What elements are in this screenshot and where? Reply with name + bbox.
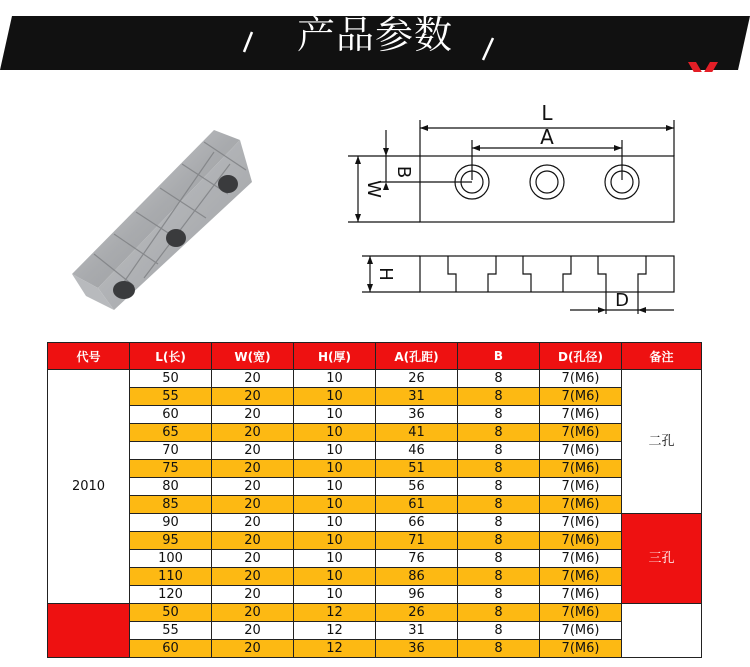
table-cell: 8 bbox=[458, 568, 540, 586]
dim-label-a: A bbox=[540, 125, 554, 149]
table-cell: 12 bbox=[294, 604, 376, 622]
table-cell: 7(M6) bbox=[540, 370, 622, 388]
table-cell: 7(M6) bbox=[540, 442, 622, 460]
table-cell: 96 bbox=[376, 586, 458, 604]
dim-label-h: H bbox=[375, 267, 396, 281]
table-cell: 80 bbox=[130, 478, 212, 496]
table-cell: 120 bbox=[130, 586, 212, 604]
table-cell: 20 bbox=[212, 568, 294, 586]
table-cell: 20 bbox=[212, 370, 294, 388]
table-cell: 8 bbox=[458, 478, 540, 496]
table-row bbox=[48, 514, 702, 532]
table-row bbox=[48, 640, 702, 658]
table-row bbox=[48, 424, 702, 442]
table-cell: 7(M6) bbox=[540, 514, 622, 532]
spec-table-body bbox=[48, 370, 702, 658]
table-cell: 7(M6) bbox=[540, 406, 622, 424]
table-cell: 10 bbox=[294, 496, 376, 514]
table-cell: 10 bbox=[294, 460, 376, 478]
product-photo bbox=[64, 126, 264, 322]
table-cell: 60 bbox=[130, 640, 212, 658]
table-cell: 36 bbox=[376, 640, 458, 658]
table-cell: 41 bbox=[376, 424, 458, 442]
table-row bbox=[48, 388, 702, 406]
table-cell: 10 bbox=[294, 442, 376, 460]
table-cell: 75 bbox=[130, 460, 212, 478]
note-cell-next bbox=[622, 604, 702, 658]
table-cell: 7(M6) bbox=[540, 388, 622, 406]
table-cell: 8 bbox=[458, 640, 540, 658]
table-cell: 8 bbox=[458, 460, 540, 478]
table-cell: 8 bbox=[458, 406, 540, 424]
spec-table bbox=[47, 342, 702, 658]
table-row bbox=[48, 550, 702, 568]
note-cell-three-holes: 三孔 bbox=[622, 514, 702, 604]
table-cell: 12 bbox=[294, 622, 376, 640]
table-cell: 86 bbox=[376, 568, 458, 586]
col-header: 备注 bbox=[622, 343, 702, 370]
table-cell: 8 bbox=[458, 586, 540, 604]
table-cell: 10 bbox=[294, 478, 376, 496]
table-cell: 110 bbox=[130, 568, 212, 586]
table-cell: 20 bbox=[212, 586, 294, 604]
table-cell: 10 bbox=[294, 550, 376, 568]
table-row bbox=[48, 460, 702, 478]
code-cell: 2010 bbox=[48, 370, 130, 604]
table-cell: 31 bbox=[376, 622, 458, 640]
code-cell-next bbox=[48, 604, 130, 658]
table-row bbox=[48, 370, 702, 388]
table-cell: 10 bbox=[294, 514, 376, 532]
dim-label-d: D bbox=[615, 290, 629, 311]
header-banner bbox=[0, 0, 750, 72]
table-cell: 20 bbox=[212, 640, 294, 658]
table-cell: 50 bbox=[130, 604, 212, 622]
table-cell: 7(M6) bbox=[540, 550, 622, 568]
table-cell: 20 bbox=[212, 622, 294, 640]
table-cell: 36 bbox=[376, 406, 458, 424]
table-cell: 7(M6) bbox=[540, 496, 622, 514]
dim-label-l: L bbox=[541, 101, 553, 125]
page-title: 产品参数 bbox=[296, 13, 453, 57]
table-cell: 7(M6) bbox=[540, 532, 622, 550]
table-cell: 8 bbox=[458, 550, 540, 568]
table-cell: 26 bbox=[376, 370, 458, 388]
table-cell: 85 bbox=[130, 496, 212, 514]
table-cell: 8 bbox=[458, 532, 540, 550]
table-cell: 50 bbox=[130, 370, 212, 388]
dim-label-b: B bbox=[393, 165, 414, 179]
table-row bbox=[48, 406, 702, 424]
table-cell: 20 bbox=[212, 550, 294, 568]
table-cell: 7(M6) bbox=[540, 586, 622, 604]
col-header: L(长) bbox=[130, 343, 212, 370]
table-cell: 7(M6) bbox=[540, 460, 622, 478]
table-cell: 20 bbox=[212, 388, 294, 406]
table-cell: 61 bbox=[376, 496, 458, 514]
table-cell: 10 bbox=[294, 568, 376, 586]
table-cell: 20 bbox=[212, 514, 294, 532]
table-cell: 90 bbox=[130, 514, 212, 532]
col-header: B bbox=[458, 343, 540, 370]
table-cell: 8 bbox=[458, 424, 540, 442]
table-cell: 8 bbox=[458, 514, 540, 532]
table-cell: 56 bbox=[376, 478, 458, 496]
table-cell: 31 bbox=[376, 388, 458, 406]
table-cell: 8 bbox=[458, 604, 540, 622]
table-cell: 8 bbox=[458, 442, 540, 460]
table-cell: 10 bbox=[294, 532, 376, 550]
table-cell: 65 bbox=[130, 424, 212, 442]
table-cell: 20 bbox=[212, 460, 294, 478]
table-cell: 10 bbox=[294, 424, 376, 442]
table-cell: 70 bbox=[130, 442, 212, 460]
table-header-row bbox=[48, 343, 702, 370]
table-cell: 8 bbox=[458, 622, 540, 640]
table-cell: 55 bbox=[130, 622, 212, 640]
table-row bbox=[48, 532, 702, 550]
table-cell: 20 bbox=[212, 442, 294, 460]
table-cell: 76 bbox=[376, 550, 458, 568]
table-cell: 46 bbox=[376, 442, 458, 460]
table-row bbox=[48, 496, 702, 514]
table-cell: 10 bbox=[294, 388, 376, 406]
table-cell: 60 bbox=[130, 406, 212, 424]
table-cell: 10 bbox=[294, 586, 376, 604]
table-cell: 71 bbox=[376, 532, 458, 550]
table-cell: 8 bbox=[458, 370, 540, 388]
table-cell: 20 bbox=[212, 604, 294, 622]
table-cell: 8 bbox=[458, 496, 540, 514]
table-cell: 7(M6) bbox=[540, 424, 622, 442]
table-cell: 20 bbox=[212, 532, 294, 550]
table-cell: 7(M6) bbox=[540, 478, 622, 496]
table-cell: 7(M6) bbox=[540, 604, 622, 622]
table-cell: 51 bbox=[376, 460, 458, 478]
table-row bbox=[48, 586, 702, 604]
col-header: W(宽) bbox=[212, 343, 294, 370]
table-cell: 7(M6) bbox=[540, 640, 622, 658]
table-cell: 12 bbox=[294, 640, 376, 658]
col-header: A(孔距) bbox=[376, 343, 458, 370]
table-cell: 20 bbox=[212, 496, 294, 514]
table-cell: 26 bbox=[376, 604, 458, 622]
table-cell: 66 bbox=[376, 514, 458, 532]
table-cell: 20 bbox=[212, 424, 294, 442]
note-cell-two-holes: 二孔 bbox=[622, 370, 702, 514]
table-cell: 100 bbox=[130, 550, 212, 568]
table-cell: 95 bbox=[130, 532, 212, 550]
table-row bbox=[48, 478, 702, 496]
table-cell: 7(M6) bbox=[540, 568, 622, 586]
table-row bbox=[48, 622, 702, 640]
table-cell: 55 bbox=[130, 388, 212, 406]
table-cell: 20 bbox=[212, 406, 294, 424]
table-row bbox=[48, 568, 702, 586]
table-cell: 20 bbox=[212, 478, 294, 496]
table-cell: 7(M6) bbox=[540, 622, 622, 640]
col-header: H(厚) bbox=[294, 343, 376, 370]
col-header: D(孔径) bbox=[540, 343, 622, 370]
col-header: 代号 bbox=[48, 343, 130, 370]
table-cell: 8 bbox=[458, 388, 540, 406]
table-cell: 10 bbox=[294, 370, 376, 388]
table-cell: 10 bbox=[294, 406, 376, 424]
table-row bbox=[48, 604, 702, 622]
technical-drawing bbox=[342, 100, 690, 322]
dim-label-w: W bbox=[363, 180, 384, 198]
table-row bbox=[48, 442, 702, 460]
